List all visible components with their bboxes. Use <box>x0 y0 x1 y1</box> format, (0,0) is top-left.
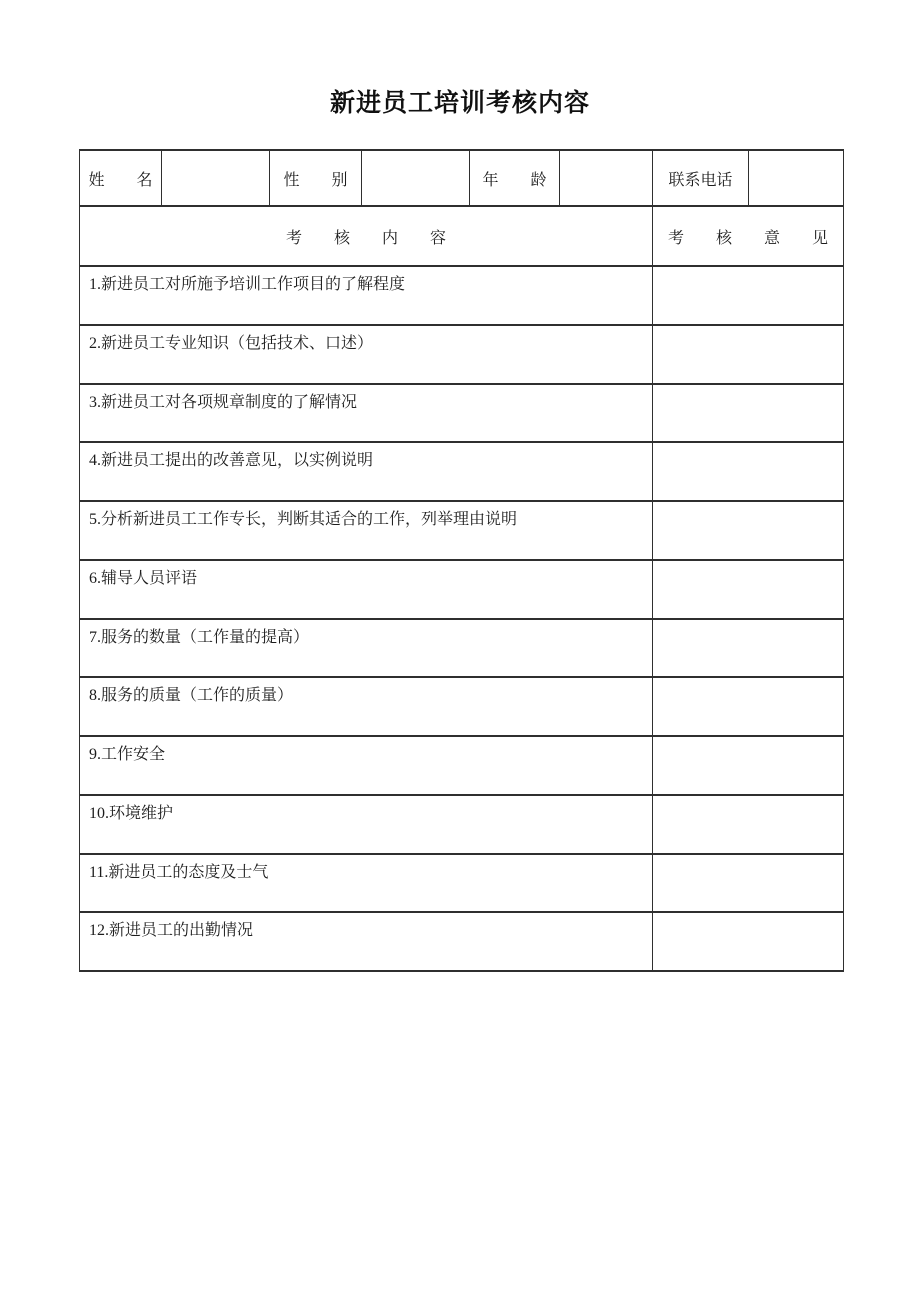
name-value-cell[interactable] <box>162 150 270 206</box>
item-opinion-cell[interactable] <box>653 501 844 560</box>
item-content-cell: 5.分析新进员工工作专长，判断其适合的工作，列举理由说明 <box>80 501 653 560</box>
item-content-cell: 10.环境维护 <box>80 795 653 854</box>
age-value-cell[interactable] <box>560 150 653 206</box>
item-opinion-cell[interactable] <box>653 677 844 736</box>
item-opinion-cell[interactable] <box>653 736 844 795</box>
item-content-cell: 6.辅导人员评语 <box>80 560 653 619</box>
assessment-item-row <box>80 619 844 678</box>
item-content-cell: 2.新进员工专业知识（包括技术、口述） <box>80 325 653 384</box>
assessment-item-row <box>80 442 844 501</box>
assessment-item-row <box>80 854 844 913</box>
item-content-cell: 3.新进员工对各项规章制度的了解情况 <box>80 384 653 443</box>
assessment-form-table <box>79 149 844 972</box>
phone-value-cell[interactable] <box>749 150 844 206</box>
gender-value-cell[interactable] <box>362 150 470 206</box>
document-title: 新进员工培训考核内容 <box>329 90 590 117</box>
age-label-cell: 年 龄 <box>470 150 560 206</box>
assessment-item-row <box>80 384 844 443</box>
item-opinion-cell[interactable] <box>653 442 844 501</box>
assessment-item-row <box>80 560 844 619</box>
assessment-opinion-header: 考 核 意 见 <box>653 206 844 266</box>
item-opinion-cell[interactable] <box>653 854 844 913</box>
item-opinion-cell[interactable] <box>653 266 844 325</box>
item-opinion-cell[interactable] <box>653 325 844 384</box>
table-header-row <box>80 206 844 266</box>
item-opinion-cell[interactable] <box>653 384 844 443</box>
phone-label-cell: 联系电话 <box>653 150 749 206</box>
assessment-item-row <box>80 736 844 795</box>
assessment-item-row <box>80 795 844 854</box>
assessment-item-row <box>80 266 844 325</box>
item-opinion-cell[interactable] <box>653 795 844 854</box>
item-content-cell: 4.新进员工提出的改善意见，以实例说明 <box>80 442 653 501</box>
item-opinion-cell[interactable] <box>653 619 844 678</box>
assessment-content-header: 考 核 内 容 <box>80 206 653 266</box>
item-content-cell: 8.服务的质量（工作的质量） <box>80 677 653 736</box>
name-label-cell: 姓 名 <box>80 150 162 206</box>
assessment-item-row <box>80 325 844 384</box>
item-content-cell: 9.工作安全 <box>80 736 653 795</box>
info-row <box>80 150 844 206</box>
assessment-item-row <box>80 501 844 560</box>
gender-label-cell: 性 别 <box>270 150 362 206</box>
item-content-cell: 11.新进员工的态度及士气 <box>80 854 653 913</box>
item-content-cell: 1.新进员工对所施予培训工作项目的了解程度 <box>80 266 653 325</box>
item-opinion-cell[interactable] <box>653 560 844 619</box>
item-opinion-cell[interactable] <box>653 912 844 971</box>
item-content-cell: 12.新进员工的出勤情况 <box>80 912 653 971</box>
item-content-cell: 7.服务的数量（工作量的提高） <box>80 619 653 678</box>
assessment-item-row <box>80 677 844 736</box>
assessment-item-row <box>80 912 844 971</box>
